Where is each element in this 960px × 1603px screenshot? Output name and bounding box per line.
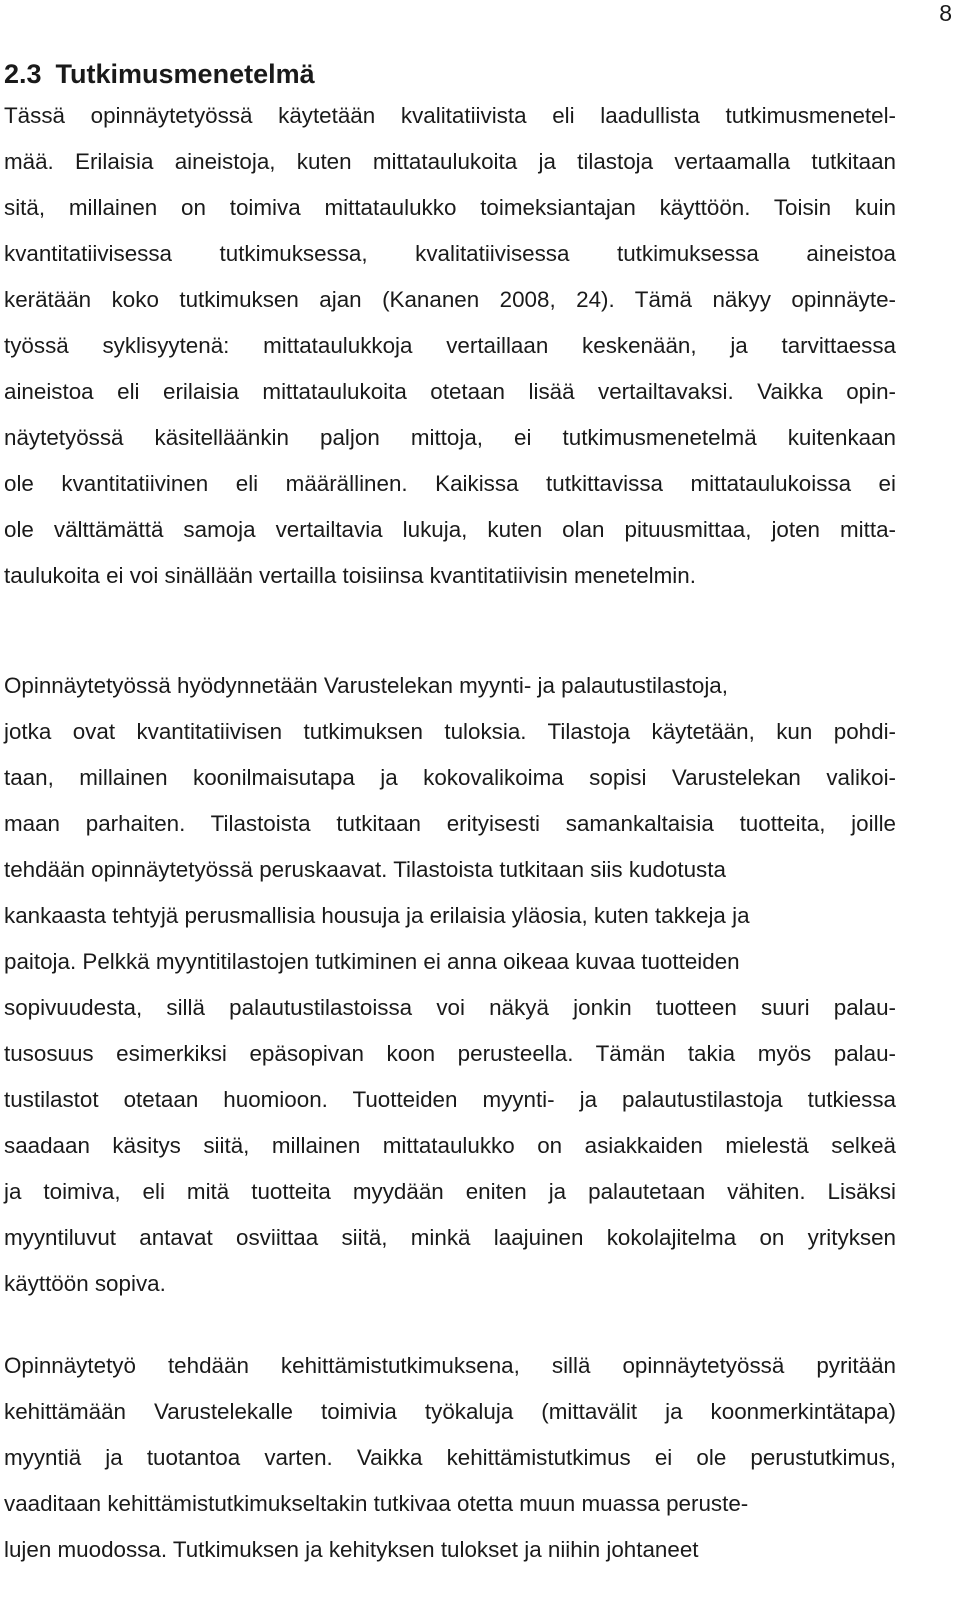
text-line: Tässä opinnäytetyössä käytetään kvalitatiivista eli laadullista tutkimusmenetel- xyxy=(4,103,896,128)
text-line: tustilastot otetaan huomioon. Tuotteiden myynti- ja palautustilastoja tutkiessa xyxy=(4,1087,896,1112)
text-line: kvantitatiivisessa tutkimuksessa, kvalitatiivisessa tutkimuksessa aineistoa xyxy=(4,241,896,266)
text-line: myyntiä ja tuotantoa varten. Vaikka kehittämistutkimus ei ole perustutkimus, xyxy=(4,1445,896,1470)
paragraph-2 xyxy=(4,663,896,1307)
text-line: saadaan käsitys siitä, millainen mittataulukko on asiakkaiden mielestä selkeä xyxy=(4,1133,896,1158)
text-line: jotka ovat kvantitatiivisen tutkimuksen tuloksia. Tilastoja käytetään, kun pohdi- xyxy=(4,719,896,744)
text-line: kehittämään Varustelekalle toimivia työkaluja (mittavälit ja koonmerkintätapa) xyxy=(4,1399,896,1424)
text-line: tusosuus esimerkiksi epäsopivan koon perusteella. Tämän takia myös palau- xyxy=(4,1041,896,1066)
text-line: Opinnäytetyö tehdään kehittämistutkimuksena, sillä opinnäytetyössä pyritään xyxy=(4,1353,896,1378)
text-line: kankaasta tehtyjä perusmallisia housuja ja erilaisia yläosia, kuten takkeja ja xyxy=(4,903,750,928)
text-line: maan parhaiten. Tilastoista tutkitaan erityisesti samankaltaisia tuotteita, joille xyxy=(4,811,896,836)
text-line: ja toimiva, eli mitä tuotteita myydään eniten ja palautetaan vähiten. Lisäksi xyxy=(4,1179,896,1204)
text-line: sitä, millainen on toimiva mittataulukko toimeksiantajan käyttöön. Toisin kuin xyxy=(4,195,896,220)
text-line: ole välttämättä samoja vertailtavia lukuja, kuten olan pituusmittaa, joten mitta- xyxy=(4,517,896,542)
section-heading xyxy=(4,56,315,92)
text-line: paitoja. Pelkkä myyntitilastojen tutkiminen ei anna oikeaa kuvaa tuotteiden xyxy=(4,949,740,974)
text-line: taan, millainen koonilmaisutapa ja kokovalikoima sopisi Varustelekan valikoi- xyxy=(4,765,896,790)
text-line: käyttöön sopiva. xyxy=(4,1271,166,1296)
text-line: lujen muodossa. Tutkimuksen ja kehityksen tulokset ja niihin johtaneet xyxy=(4,1537,699,1562)
text-line: mää. Erilaisia aineistoja, kuten mittataulukoita ja tilastoja vertaamalla tutkitaan xyxy=(4,149,896,174)
text-line: kerätään koko tutkimuksen ajan (Kananen 2008, 24). Tämä näkyy opinnäyte- xyxy=(4,287,896,312)
page-number: 8 xyxy=(939,0,952,26)
text-line: myyntiluvut antavat osviittaa siitä, minkä laajuinen kokolajitelma on yrityksen xyxy=(4,1225,896,1250)
text-line: työssä syklisyytenä: mittataulukkoja vertaillaan keskenään, ja tarvittaessa xyxy=(4,333,896,358)
text-line: sopivuudesta, sillä palautustilastoissa voi näkyä jonkin tuotteen suuri palau- xyxy=(4,995,896,1020)
text-line: ole kvantitatiivinen eli määrällinen. Kaikissa tutkittavissa mittataulukoissa ei xyxy=(4,471,896,496)
text-line: tehdään opinnäytetyössä peruskaavat. Tilastoista tutkitaan siis kudotusta xyxy=(4,857,726,882)
paragraph-1 xyxy=(4,93,896,599)
section-title: Tutkimusmenetelmä xyxy=(55,59,315,89)
text-line: vaaditaan kehittämistutkimukseltakin tutkivaa otetta muun muassa peruste- xyxy=(4,1491,749,1516)
section-number: 2.3 xyxy=(4,59,42,89)
paragraph-3 xyxy=(4,1343,896,1573)
text-line: näytetyössä käsitelläänkin paljon mittoja, ei tutkimusmenetelmä kuitenkaan xyxy=(4,425,896,450)
text-line: Opinnäytetyössä hyödynnetään Varustelekan myynti- ja palautustilastoja, xyxy=(4,673,728,698)
text-line: taulukoita ei voi sinällään vertailla toisiinsa kvantitatiivisin menetelmin. xyxy=(4,563,696,588)
text-line: aineistoa eli erilaisia mittataulukoita otetaan lisää vertailtavaksi. Vaikka opin- xyxy=(4,379,896,404)
